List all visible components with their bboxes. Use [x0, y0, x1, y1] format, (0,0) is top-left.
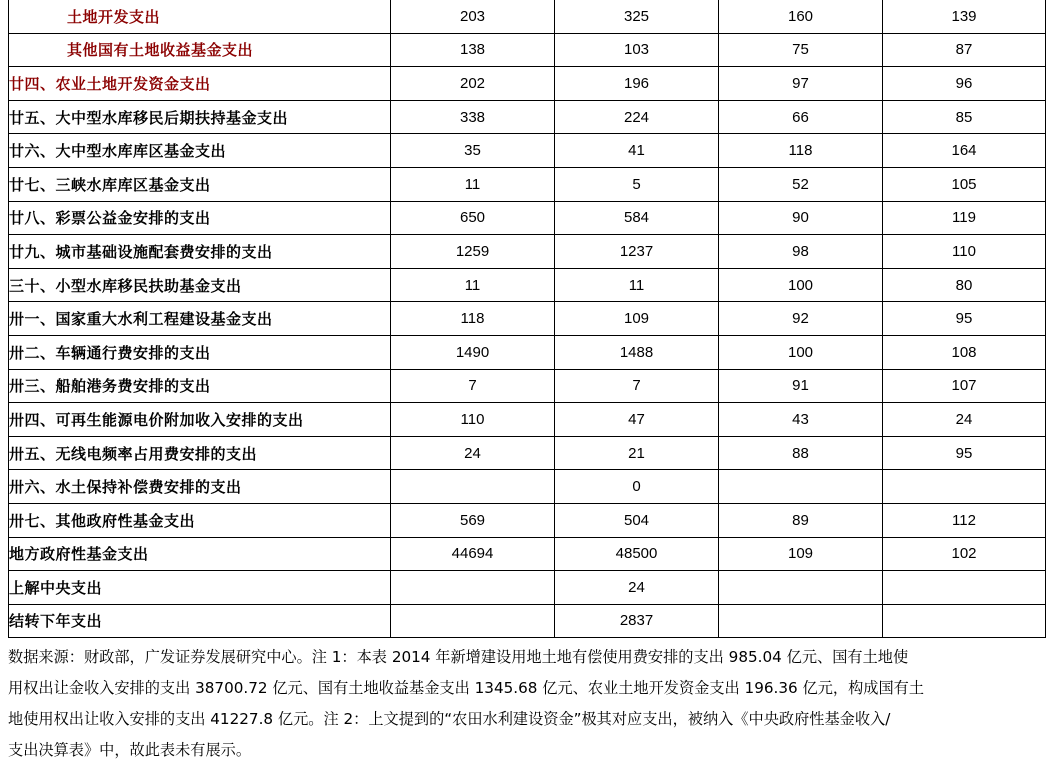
cell-col-4: 24 — [883, 403, 1046, 437]
cell-col-1: 24 — [391, 436, 555, 470]
cell-col-4: 102 — [883, 537, 1046, 571]
table-row — [9, 100, 1046, 134]
cell-col-2: 41 — [555, 134, 719, 168]
cell-col-3: 43 — [719, 403, 883, 437]
row-label: 上解中央支出 — [9, 571, 391, 605]
cell-col-2: 1237 — [555, 235, 719, 269]
cell-col-1: 338 — [391, 100, 555, 134]
row-label: 其他国有土地收益基金支出 — [9, 33, 391, 67]
cell-col-1: 1490 — [391, 335, 555, 369]
table-row — [9, 167, 1046, 201]
row-label: 卅四、可再生能源电价附加收入安排的支出 — [9, 403, 391, 437]
row-label: 卅一、国家重大水利工程建设基金支出 — [9, 302, 391, 336]
row-label: 卅三、船舶港务费安排的支出 — [9, 369, 391, 403]
cell-col-2: 109 — [555, 302, 719, 336]
table-row — [9, 604, 1046, 638]
fund-expenditure-table — [8, 0, 1046, 638]
row-label: 廿四、农业土地开发资金支出 — [9, 67, 391, 101]
table-row — [9, 470, 1046, 504]
cell-col-4: 164 — [883, 134, 1046, 168]
cell-col-1: 118 — [391, 302, 555, 336]
table-row — [9, 335, 1046, 369]
table-row — [9, 571, 1046, 605]
table-row — [9, 369, 1046, 403]
cell-col-3: 98 — [719, 235, 883, 269]
table-row — [9, 67, 1046, 101]
cell-col-4 — [883, 604, 1046, 638]
cell-col-1: 7 — [391, 369, 555, 403]
cell-col-3: 90 — [719, 201, 883, 235]
cell-col-2: 24 — [555, 571, 719, 605]
cell-col-4: 80 — [883, 268, 1046, 302]
row-label: 廿七、三峡水库库区基金支出 — [9, 167, 391, 201]
table-row — [9, 302, 1046, 336]
table-row — [9, 235, 1046, 269]
cell-col-4: 95 — [883, 436, 1046, 470]
cell-col-1: 650 — [391, 201, 555, 235]
cell-col-3: 91 — [719, 369, 883, 403]
cell-col-3: 52 — [719, 167, 883, 201]
cell-col-2: 103 — [555, 33, 719, 67]
table-body — [9, 0, 1046, 638]
cell-col-1: 202 — [391, 67, 555, 101]
cell-col-1: 203 — [391, 0, 555, 33]
row-label: 卅六、水土保持补偿费安排的支出 — [9, 470, 391, 504]
cell-col-2: 5 — [555, 167, 719, 201]
cell-col-3: 97 — [719, 67, 883, 101]
table-row — [9, 201, 1046, 235]
row-label: 卅二、车辆通行费安排的支出 — [9, 335, 391, 369]
cell-col-4: 139 — [883, 0, 1046, 33]
note-line: 用权出让金收入安排的支出 38700.72 亿元、国有土地收益基金支出 1345.68 亿元、农业土地开发资金支出 196.36 亿元，构成国有土 — [8, 679, 925, 697]
cell-col-4 — [883, 571, 1046, 605]
cell-col-1: 11 — [391, 167, 555, 201]
row-label: 廿八、彩票公益金安排的支出 — [9, 201, 391, 235]
cell-col-3: 66 — [719, 100, 883, 134]
cell-col-4: 105 — [883, 167, 1046, 201]
cell-col-2: 584 — [555, 201, 719, 235]
source-note — [8, 642, 1058, 766]
row-label: 廿九、城市基础设施配套费安排的支出 — [9, 235, 391, 269]
cell-col-3 — [719, 604, 883, 638]
cell-col-3: 118 — [719, 134, 883, 168]
row-label: 卅五、无线电频率占用费安排的支出 — [9, 436, 391, 470]
cell-col-4: 112 — [883, 503, 1046, 537]
cell-col-3: 89 — [719, 503, 883, 537]
row-label: 土地开发支出 — [9, 0, 391, 33]
cell-col-2: 325 — [555, 0, 719, 33]
cell-col-2: 48500 — [555, 537, 719, 571]
cell-col-3 — [719, 571, 883, 605]
cell-col-4: 85 — [883, 100, 1046, 134]
cell-col-3: 75 — [719, 33, 883, 67]
cell-col-3: 92 — [719, 302, 883, 336]
cell-col-1: 44694 — [391, 537, 555, 571]
cell-col-2: 11 — [555, 268, 719, 302]
cell-col-2: 224 — [555, 100, 719, 134]
cell-col-2: 196 — [555, 67, 719, 101]
cell-col-4: 87 — [883, 33, 1046, 67]
note-line: 支出决算表》中，故此表未有展示。 — [8, 741, 251, 759]
table-row — [9, 0, 1046, 33]
table-row — [9, 503, 1046, 537]
cell-col-3: 109 — [719, 537, 883, 571]
cell-col-1 — [391, 604, 555, 638]
cell-col-3: 88 — [719, 436, 883, 470]
cell-col-3 — [719, 470, 883, 504]
cell-col-2: 1488 — [555, 335, 719, 369]
cell-col-3: 100 — [719, 335, 883, 369]
cell-col-4 — [883, 470, 1046, 504]
table-row — [9, 403, 1046, 437]
cell-col-1: 138 — [391, 33, 555, 67]
cell-col-4: 119 — [883, 201, 1046, 235]
cell-col-4: 96 — [883, 67, 1046, 101]
row-label: 卅七、其他政府性基金支出 — [9, 503, 391, 537]
table-row — [9, 436, 1046, 470]
row-label: 结转下年支出 — [9, 604, 391, 638]
table-row — [9, 33, 1046, 67]
cell-col-4: 110 — [883, 235, 1046, 269]
table-row — [9, 134, 1046, 168]
cell-col-2: 2837 — [555, 604, 719, 638]
note-line: 数据来源：财政部，广发证券发展研究中心。注 1：本表 2014 年新增建设用地土地有偿使用费安排的支出 985.04 亿元、国有土地使 — [8, 648, 909, 666]
cell-col-1: 35 — [391, 134, 555, 168]
cell-col-2: 47 — [555, 403, 719, 437]
cell-col-2: 21 — [555, 436, 719, 470]
cell-col-4: 95 — [883, 302, 1046, 336]
cell-col-1 — [391, 571, 555, 605]
cell-col-1: 1259 — [391, 235, 555, 269]
table-row — [9, 268, 1046, 302]
row-label: 地方政府性基金支出 — [9, 537, 391, 571]
note-line: 地使用权出让收入安排的支出 41227.8 亿元。注 2：上文提到的“农田水利建设资金”极其对应支出，被纳入《中央政府性基金收入/ — [8, 710, 891, 728]
cell-col-1 — [391, 470, 555, 504]
cell-col-2: 504 — [555, 503, 719, 537]
row-label: 三十、小型水库移民扶助基金支出 — [9, 268, 391, 302]
cell-col-1: 110 — [391, 403, 555, 437]
cell-col-4: 107 — [883, 369, 1046, 403]
table-row — [9, 537, 1046, 571]
cell-col-1: 11 — [391, 268, 555, 302]
row-label: 廿五、大中型水库移民后期扶持基金支出 — [9, 100, 391, 134]
cell-col-1: 569 — [391, 503, 555, 537]
cell-col-2: 7 — [555, 369, 719, 403]
cell-col-4: 108 — [883, 335, 1046, 369]
row-label: 廿六、大中型水库库区基金支出 — [9, 134, 391, 168]
cell-col-2: 0 — [555, 470, 719, 504]
cell-col-3: 160 — [719, 0, 883, 33]
cell-col-3: 100 — [719, 268, 883, 302]
